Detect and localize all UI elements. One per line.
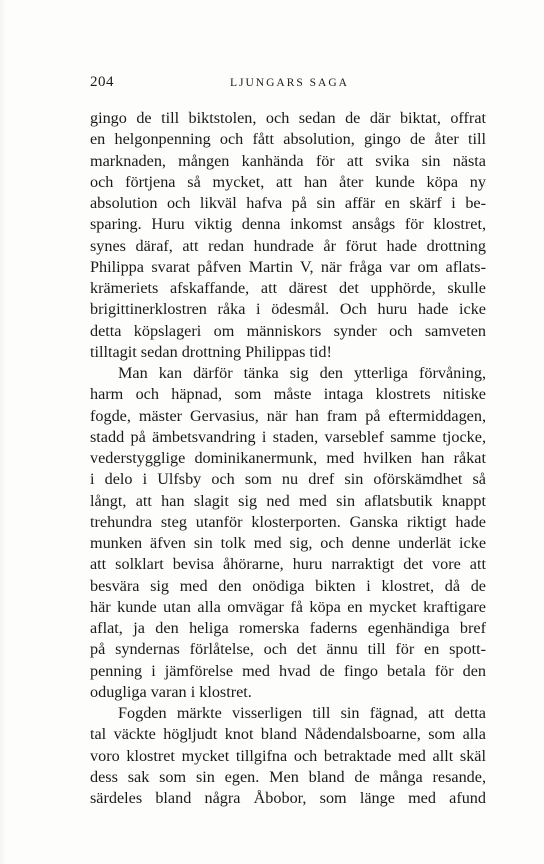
text-line: särdeles bland några Åbobor, som länge med afund	[90, 789, 486, 807]
text-line: penning i jämförelse med hvad de fingo betala för den	[90, 661, 486, 680]
paragraph-first-line: Fogden märkte visserligen till sin fägnad, att detta	[118, 704, 486, 722]
text-line: i delo i Ulfsby och som nu dref sin oförskämdhet så	[90, 470, 486, 489]
text-line: brigittinerklostren råka i ödesmål. Och huru hade icke	[90, 300, 486, 319]
text-line: sparing. Huru viktig denna inkomst ansågs för klostret,	[90, 215, 486, 234]
text-line: och förtjena så mycket, att han åter kunde köpa ny	[90, 172, 486, 191]
text-line: krämeriets afskaffande, att därest det upphörde, skulle	[90, 279, 486, 297]
text-line: voro klostret mycket tillgifna och betraktade med allt skäl	[90, 746, 486, 765]
page-header	[90, 74, 486, 94]
text-line: absolution och likväl hafva på sin affär en skärf i be-	[90, 194, 486, 212]
body-text	[90, 108, 486, 809]
text-line: fogde, mäster Gervasius, när han fram på eftermiddagen,	[90, 406, 486, 425]
page-edge-shadow	[0, 0, 6, 864]
text-line: harm och häpnad, som måste intaga klostrets nitiske	[90, 385, 486, 404]
text-line: munken äfven sin tolk med sig, och denne underlät icke	[90, 534, 486, 552]
text-line: en helgonpenning och fått absolution, gingo de åter till	[90, 130, 486, 149]
text-line: trehundra steg utanför klosterporten. Ganska riktigt hade	[90, 512, 486, 531]
paragraph-first-line: Man kan därför tänka sig den ytterliga förvåning,	[118, 364, 486, 382]
text-line: synes däraf, att redan hundrade år förut hade drottning	[90, 236, 486, 255]
text-line: att solklart bevisa åhörarne, huru narraktigt det vore att	[90, 555, 486, 574]
text-line: tal väckte högljudt knot bland Nådendalsboarne, som alla	[90, 725, 486, 744]
text-line: stadd på ämbetsvandring i staden, varseblef samme tjocke,	[90, 427, 486, 446]
text-line: dess sak som sin egen. Men bland de många resande,	[90, 767, 486, 786]
text-line: vederstygglige dominikanermunk, med hvilken han råkat	[90, 449, 486, 467]
page-number: 204	[90, 74, 114, 90]
paragraph-end-line: tilltagit sedan drottning Philippas tid!	[90, 342, 332, 361]
text-line: gingo de till biktstolen, och sedan de där biktat, offrat	[90, 109, 486, 127]
text-line: långt, att han slagit sig ned med sin aflatsbutik knappt	[90, 491, 486, 510]
paragraph-end-line: odugliga varan i klostret.	[90, 682, 252, 701]
text-line: detta köpslageri om människors synder och samveten	[90, 321, 486, 340]
text-line: Philippa svarat påfven Martin V, när fråga var om aflats-	[90, 257, 486, 276]
text-line: på syndernas förlåtelse, och det ännu till för en spott-	[90, 640, 486, 659]
running-title: LJUNGARS SAGA	[230, 77, 349, 89]
text-line: här kunde utan alla omvägar få köpa en mycket kraftigare	[90, 597, 486, 616]
text-line: marknaden, mången kanhända för att svika sin nästa	[90, 151, 486, 170]
text-line: aflat, ja den heliga romerska faderns egenhändiga bref	[90, 619, 486, 637]
text-line: besvära sig med den onödiga bikten i klostret, då de	[90, 576, 486, 595]
